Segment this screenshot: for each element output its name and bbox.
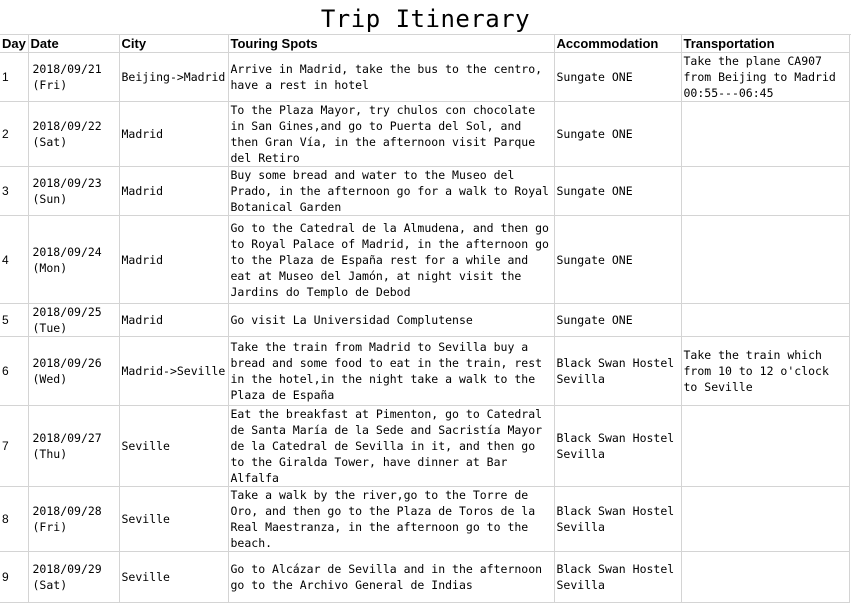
cell-day[interactable]: 2 [0,102,28,167]
cell-city[interactable]: Beijing->Madrid [119,53,228,102]
cell-accommodation[interactable]: Sungate ONE [554,53,681,102]
cell-date[interactable] [28,304,119,337]
weekday-value: (Sat) [32,135,68,149]
cell-city[interactable]: Seville [119,487,228,552]
table-row [0,102,849,167]
cell-date[interactable] [28,102,119,167]
cell-touring-spots[interactable]: Arrive in Madrid, take the bus to the centro, have a rest in hotel [228,53,554,102]
weekday-value: (Sun) [32,192,68,206]
weekday-value: (Wed) [32,372,68,386]
cell-city[interactable]: Madrid [119,216,228,304]
cell-accommodation[interactable]: Sungate ONE [554,167,681,216]
cell-city[interactable]: Madrid [119,102,228,167]
header-city[interactable]: City [119,35,228,53]
cell-date[interactable] [28,216,119,304]
date-value: 2018/09/24 [32,244,102,259]
cell-date[interactable] [28,487,119,552]
cell-transportation[interactable] [681,552,849,603]
cell-city[interactable]: Seville [119,406,228,487]
weekday-value: (Thu) [32,447,68,461]
cell-transportation[interactable] [681,216,849,304]
cell-transportation[interactable]: Take the plane CA907 from Beijing to Madrid 00:55---06:45 [681,53,849,102]
cell-transportation[interactable] [681,406,849,487]
cell-touring-spots[interactable]: Eat the breakfast at Pimenton, go to Catedral de Santa María de la Sede and Sacristía Mayor de la Catedral de Sevilla in it, and then go to the Giralda Tower, have dinner at Bar Alfalfa [228,406,554,487]
date-value: 2018/09/28 [32,504,102,518]
date-value: 2018/09/22 [32,119,102,133]
cell-date[interactable] [28,552,119,603]
header-row [0,35,849,53]
date-value: 2018/09/26 [32,356,102,370]
cell-city[interactable]: Madrid [119,304,228,337]
table-row [0,406,849,487]
cell-day[interactable]: 5 [0,304,28,337]
cell-accommodation[interactable]: Black Swan Hostel Sevilla [554,552,681,603]
header-date[interactable]: Date [28,35,119,53]
cell-day[interactable]: 3 [0,167,28,216]
cell-accommodation[interactable]: Sungate ONE [554,102,681,167]
cell-date[interactable] [28,167,119,216]
date-value: 2018/09/29 [32,562,102,576]
cell-accommodation[interactable]: Sungate ONE [554,304,681,337]
table-row [0,337,849,406]
weekday-value: (Sat) [32,578,68,592]
cell-date[interactable] [28,337,119,406]
table-row [0,53,849,102]
sheet-title[interactable]: Trip Itinerary [0,0,851,35]
weekday-value: (Mon) [32,260,68,275]
header-transportation[interactable]: Transportation [681,35,849,53]
date-value: 2018/09/25 [32,305,102,319]
date-value: 2018/09/23 [32,176,102,190]
cell-accommodation[interactable]: Sungate ONE [554,216,681,304]
cell-day[interactable]: 9 [0,552,28,603]
date-value: 2018/09/27 [32,431,102,445]
table-row [0,487,849,552]
table-row [0,216,849,304]
table-row [0,167,849,216]
cell-touring-spots[interactable]: Buy some bread and water to the Museo del Prado, in the afternoon go for a walk to Royal Botanical Garden [228,167,554,216]
cell-transportation[interactable]: Take the train which from 10 to 12 o'clock to Seville [681,337,849,406]
cell-day[interactable]: 7 [0,406,28,487]
cell-touring-spots[interactable]: Go visit La Universidad Complutense [228,304,554,337]
cell-date[interactable] [28,53,119,102]
cell-transportation[interactable] [681,102,849,167]
cell-accommodation[interactable]: Black Swan Hostel Sevilla [554,487,681,552]
cell-city[interactable]: Madrid->Seville [119,337,228,406]
cell-day[interactable]: 6 [0,337,28,406]
weekday-value: (Fri) [32,78,68,92]
cell-day[interactable]: 8 [0,487,28,552]
cell-touring-spots[interactable]: Take a walk by the river,go to the Torre de Oro, and then go to the Plaza de Toros de la Real Maestranza, in the afternoon go to the beach. [228,487,554,552]
header-touring-spots[interactable]: Touring Spots [228,35,554,53]
cell-touring-spots[interactable]: Go to Alcázar de Sevilla and in the afternoon go to the Archivo General de Indias [228,552,554,603]
weekday-value: (Fri) [32,520,68,534]
table-row [0,552,849,603]
weekday-value: (Tue) [32,321,68,335]
header-day[interactable]: Day [0,35,28,53]
cell-transportation[interactable] [681,167,849,216]
cell-day[interactable]: 1 [0,53,28,102]
cell-transportation[interactable] [681,304,849,337]
cell-touring-spots[interactable]: Take the train from Madrid to Sevilla buy a bread and some food to eat in the train, rest in the hotel,in the night take a walk to the Plaza de España [228,337,554,406]
date-value: 2018/09/21 [32,62,102,76]
cell-touring-spots[interactable]: Go to the Catedral de la Almudena, and then go to Royal Palace of Madrid, in the afternoon go to the Plaza de España rest for a while and eat at Museo del Jamón, at night visit the Jardins do Templo de Debod [228,216,554,304]
header-accommodation[interactable]: Accommodation [554,35,681,53]
table-row [0,304,849,337]
cell-touring-spots[interactable]: To the Plaza Mayor, try chulos con chocolate in San Gines,and go to Puerta del Sol, and then Gran Vía, in the afternoon visit Parque del Retiro [228,102,554,167]
cell-transportation[interactable] [681,487,849,552]
cell-city[interactable]: Madrid [119,167,228,216]
itinerary-table [0,35,850,603]
cell-accommodation[interactable]: Black Swan Hostel Sevilla [554,406,681,487]
cell-city[interactable]: Seville [119,552,228,603]
cell-accommodation[interactable]: Black Swan Hostel Sevilla [554,337,681,406]
cell-date[interactable] [28,406,119,487]
cell-day[interactable]: 4 [0,216,28,304]
